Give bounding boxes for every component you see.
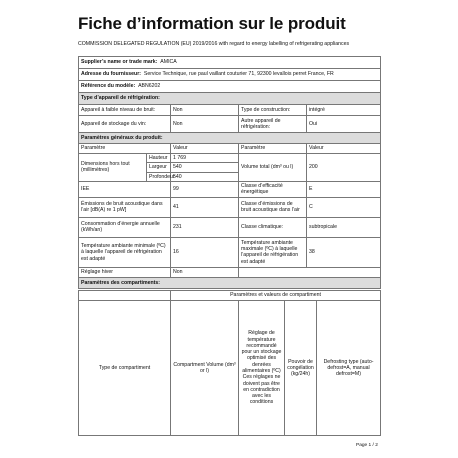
supplier-table <box>78 56 381 105</box>
min-temp-label: Température ambiante minimale (ºC) à laquelle l’appareil de réfrigération est adapté <box>79 237 171 267</box>
height-value: 1 769 <box>171 154 239 163</box>
construction-label: Type de construction: <box>239 105 307 116</box>
compartment-type-header: Type de compartiment <box>79 301 171 436</box>
value-header: Valeur <box>171 144 239 154</box>
page-title: Fiche d’information sur le produit <box>78 14 346 33</box>
param-header-2: Paramètre <box>239 144 307 154</box>
noise-class-value: C <box>307 197 381 217</box>
winter-label: Réglage hiver <box>79 267 171 277</box>
other-value: Oui <box>307 116 381 133</box>
noise-label: Émissions de bruit acoustique dans l’air [dB(A) re 1 pW] <box>79 197 171 217</box>
model-label: Référence du modèle: <box>81 83 136 90</box>
construction-value: intégré <box>307 105 381 116</box>
freezing-capacity-header: Pouvoir de congélation (kg/24h) <box>285 301 317 436</box>
noise-class-label: Classe d’émissions de bruit acoustique dans l’air <box>239 197 307 217</box>
energy-class-label: Classe d’efficacité énergétique <box>239 181 307 197</box>
climate-value: subtropicale <box>307 217 381 237</box>
consumption-value: 231 <box>171 217 239 237</box>
wine-label: Appareil de stockage du vin: <box>79 116 171 133</box>
min-temp-value: 16 <box>171 237 239 267</box>
compartment-volume-header: Compartment Volume (dm³ or l) <box>171 301 239 436</box>
defrosting-type-header: Defrosting type (auto-defrost=A, manual defrost=M) <box>317 301 381 436</box>
general-parameters-table <box>78 143 381 289</box>
value-header-2: Valeur <box>307 144 381 154</box>
iee-label: IEE <box>79 181 171 197</box>
regulation-subtitle: COMMISSION DELEGATED REGULATION (EU) 2019/2016 with regard to energy labelling of refrigerating appliances <box>78 41 350 47</box>
dimensions-label: Dimensions hors tout (millimètres) <box>79 154 147 182</box>
compartments-header: Paramètres des compartiments: <box>79 277 381 288</box>
temperature-setting-header: Réglage de température recommandé pour un stockage optimisé des denrées alimentaires (ºC) Ces réglages ne doivent pas être en contradiction avec les conditions <box>239 301 285 436</box>
address-label: Adresse du fournisseur: <box>81 71 141 78</box>
climate-label: Classe climatique: <box>239 217 307 237</box>
supplier-row <box>79 57 381 69</box>
compartment-empty-cell <box>79 291 171 301</box>
winter-value: Non <box>171 267 239 277</box>
depth-value: 540 <box>171 172 239 181</box>
appliance-type-table <box>78 104 381 144</box>
compartment-group-header: Paramètres et valeurs de compartiment <box>171 291 381 301</box>
winter-empty-cell <box>239 267 381 277</box>
consumption-label: Consommation d’énergie annuelle (kWh/an) <box>79 217 171 237</box>
page-number: Page 1 / 2 <box>356 443 378 448</box>
volume-label: Volume total (dm³ ou l) <box>239 154 307 182</box>
address-row <box>79 69 381 81</box>
iee-value: 99 <box>171 181 239 197</box>
max-temp-label: Température ambiante maximale (ºC) à laquelle l’appareil de réfrigération est adapté <box>239 237 307 267</box>
volume-value: 200 <box>307 154 381 182</box>
width-value: 540 <box>171 163 239 172</box>
other-label: Autre appareil de réfrigération: <box>239 116 307 133</box>
model-value: ABN6202 <box>138 83 161 90</box>
address-value: Service Technique, rue paul vaillant couturier 71, 92300 levallois perret France, FR <box>143 71 334 78</box>
energy-class-value: E <box>307 181 381 197</box>
depth-label: Profondeur <box>147 172 171 181</box>
width-label: Largeur <box>147 163 171 172</box>
general-header: Paramètres généraux du produit: <box>79 133 381 144</box>
height-label: Hauteur <box>147 154 171 163</box>
noise-value: 41 <box>171 197 239 217</box>
compartments-table <box>78 290 381 436</box>
supplier-label: Supplier’s name or trade mark: <box>81 59 158 66</box>
appliance-type-header: Type d’appareil de réfrigération: <box>79 93 381 105</box>
supplier-value: AMICA <box>160 59 177 66</box>
model-row <box>79 81 381 93</box>
low-noise-value: Non <box>171 105 239 116</box>
low-noise-label: Appareil à faible niveau de bruit: <box>79 105 171 116</box>
max-temp-value: 38 <box>307 237 381 267</box>
param-header: Paramètre <box>79 144 171 154</box>
wine-value: Non <box>171 116 239 133</box>
